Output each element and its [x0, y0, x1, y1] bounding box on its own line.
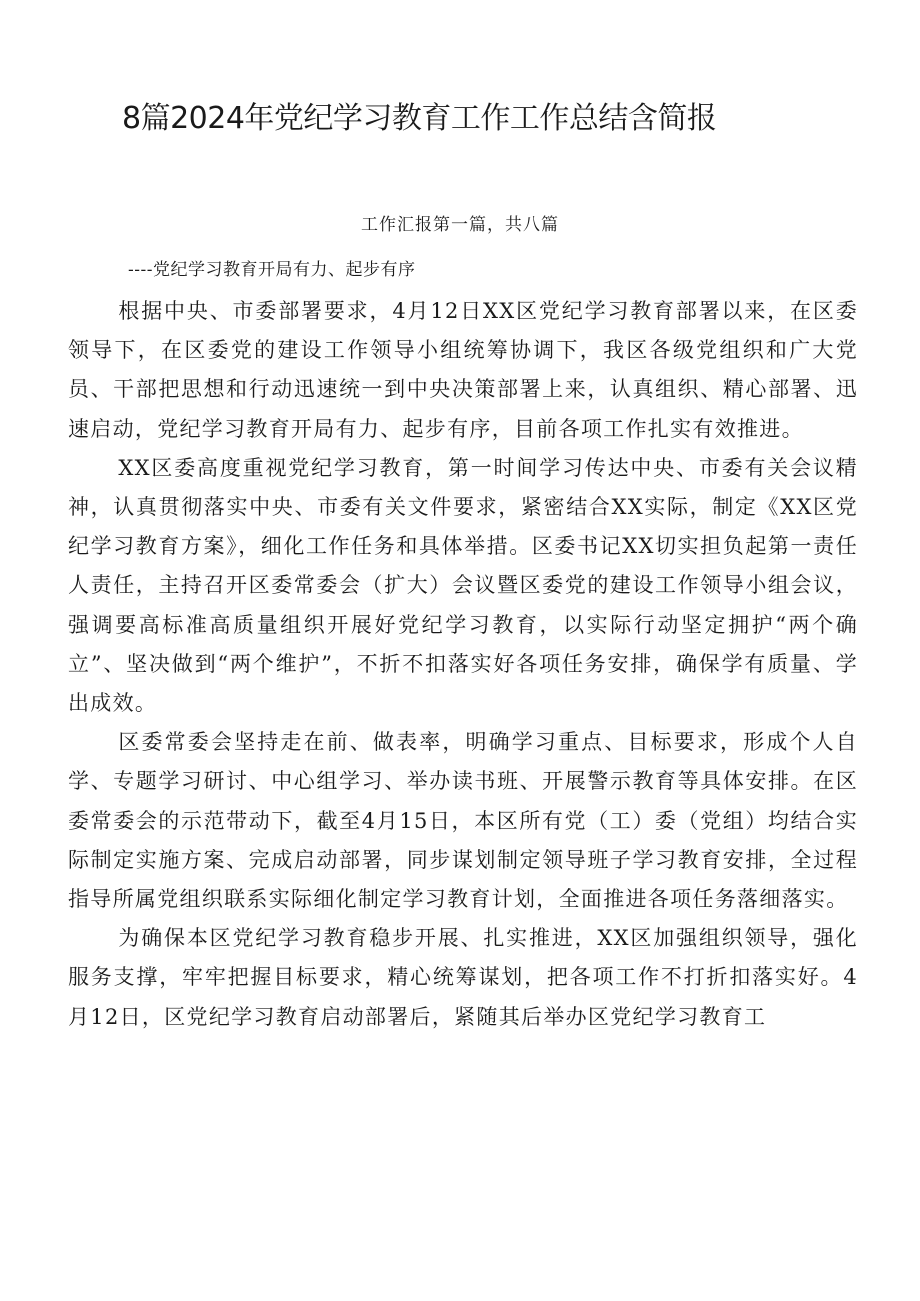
- section-heading: ----党纪学习教育开局有力、起步有序: [128, 260, 416, 280]
- document-subtitle: 工作汇报第一篇，共八篇: [361, 215, 559, 235]
- body-text: [68, 292, 858, 1037]
- paragraph-4: 为确保本区党纪学习教育稳步开展、扎实推进，XX区加强组织领导，强化服务支撑，牢牢把握目标要求，精心统筹谋划，把各项工作不打折扣落实好。4月12日，区党纪学习教育启动部署后，紧随其后举办区党纪学习教育工: [68, 926, 858, 1029]
- paragraph-2: XX区委高度重视党纪学习教育，第一时间学习传达中央、市委有关会议精神，认真贯彻落实中央、市委有关文件要求，紧密结合XX实际，制定《XX区党纪学习教育方案》，细化工作任务和具体举措。区委书记XX切实担负起第一责任人责任，主持召开区委常委会（扩大）会议暨区委党的建设工作领导小组会议，强调要高标准高质量组织开展好党纪学习教育，以实际行动坚定拥护“两个确立”、坚决做到“两个维护”，不折不扣落实好各项任务安排，确保学有质量、学出成效。: [68, 455, 858, 716]
- paragraph-1: 根据中央、市委部署要求，4月12日XX区党纪学习教育部署以来，在区委领导下，在区委党的建设工作领导小组统筹协调下，我区各级党组织和广大党员、干部把思想和行动迅速统一到中央决策部署上来，认真组织、精心部署、迅速启动，党纪学习教育开局有力、起步有序，目前各项工作扎实有效推进。: [68, 299, 858, 441]
- document-title: 8篇2024年党纪学习教育工作工作总结含简报: [122, 101, 717, 136]
- paragraph-3: 区委常委会坚持走在前、做表率，明确学习重点、目标要求，形成个人自学、专题学习研讨、中心组学习、举办读书班、开展警示教育等具体安排。在区委常委会的示范带动下，截至4月15日，本区所有党（工）委（党组）均结合实际制定实施方案、完成启动部署，同步谋划制定领导班子学习教育安排，全过程指导所属党组织联系实际细化制定学习教育计划，全面推进各项任务落细落实。: [68, 730, 858, 912]
